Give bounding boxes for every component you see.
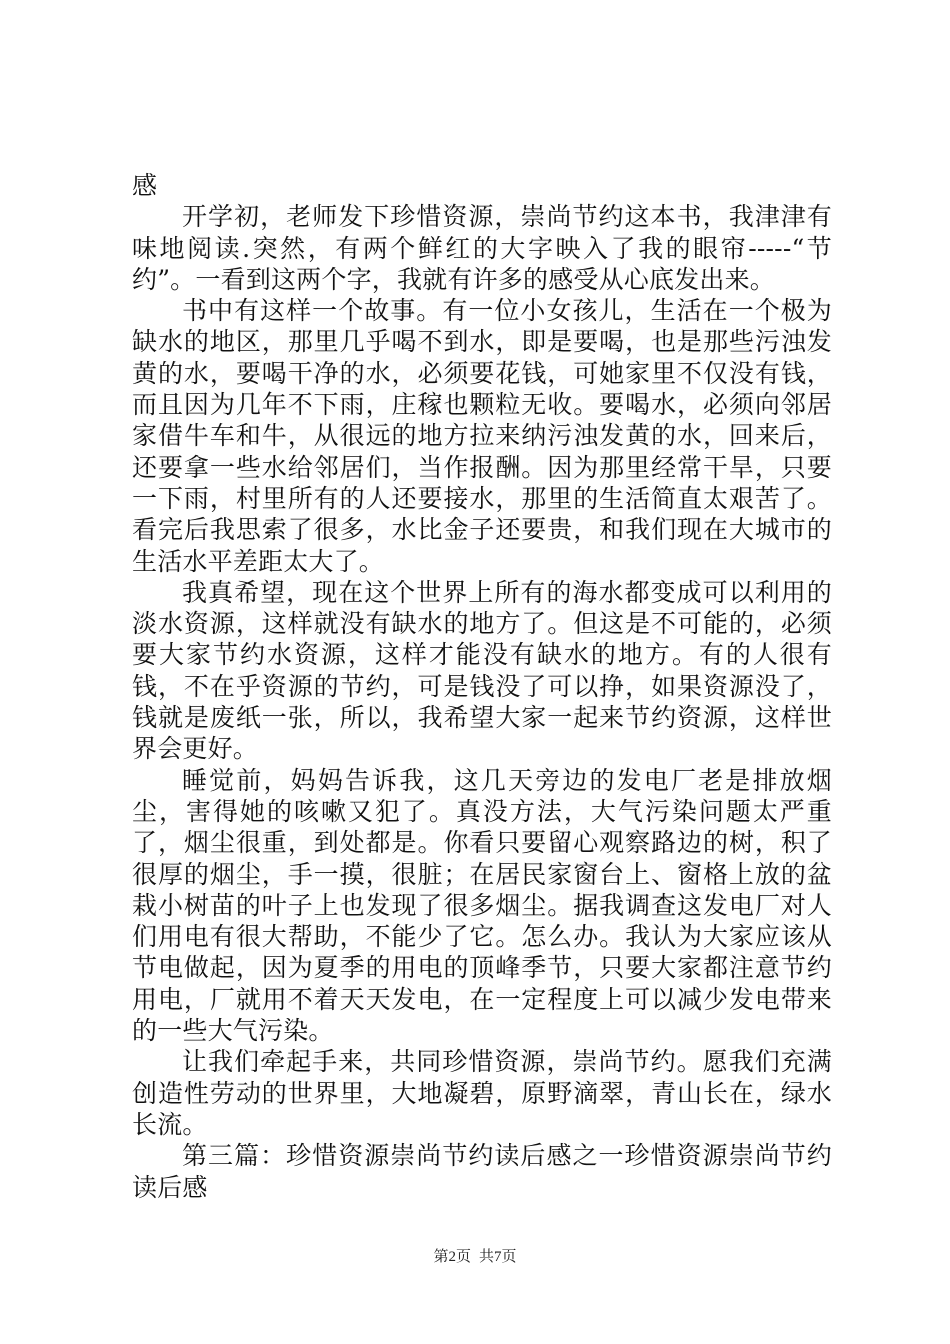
paragraph-next-heading: 第三篇：珍惜资源崇尚节约读后感之一珍惜资源崇尚节约读后感: [132, 1141, 832, 1202]
page-total: 共7页: [479, 1249, 517, 1265]
paragraph-story: 书中有这样一个故事。有一位小女孩儿，生活在一个极为缺水的地区，那里几乎喝不到水，即是要喝，也是那些污浊发黄的水，要喝干净的水，必须要花钱，可她家里不仅没有钱，而且因为几年不下雨，庄稼也颗粒无收。要喝水，必须向邻居家借牛车和牛，从很远的地方拉来纳污浊发黄的水，回来后，还要拿一些水给邻居们，当作报酬。因为那里经常干旱，只要一下雨，村里所有的人还要接水，那里的生活简直太艰苦了。看完后我思索了很多，水比金子还要贵，和我们现在大城市的生活水平差距太大了。: [132, 296, 832, 576]
paragraph-conclusion: 让我们牵起手来，共同珍惜资源，崇尚节约。愿我们充满创造性劳动的世界里，大地凝碧，原野滴翠，青山长在，绿水长流。: [132, 1047, 832, 1139]
page-footer: [0, 1245, 950, 1266]
paragraph-title-tail: 感: [132, 171, 158, 200]
page-number: 第2页: [433, 1249, 471, 1265]
paragraph-intro: 开学初，老师发下珍惜资源，崇尚节约这本书，我津津有味地阅读.突然，有两个鲜红的大字映入了我的眼帘-----“节约”。一看到这两个字，我就有许多的感受从心底发出来。: [132, 202, 832, 294]
paragraph-hope: 我真希望，现在这个世界上所有的海水都变成可以利用的淡水资源，这样就没有缺水的地方了。但这是不可能的，必须要大家节约水资源，这样才能没有缺水的地方。有的人很有钱，不在乎资源的节约，可是钱没了可以挣，如果资源没了，钱就是废纸一张，所以，我希望大家一起来节约资源，这样世界会更好。: [132, 577, 832, 764]
paragraph-pollution: 睡觉前，妈妈告诉我，这几天旁边的发电厂老是排放烟尘，害得她的咳嗽又犯了。真没方法，大气污染问题太严重了，烟尘很重，到处都是。你看只要留心观察路边的树，积了很厚的烟尘，手一摸，很脏；在居民家窗台上、窗格上放的盆栽小树苗的叶子上也发现了很多烟尘。据我调查这发电厂对人们用电有很大帮助，不能少了它。怎么办。我认为大家应该从节电做起，因为夏季的用电的顶峰季节，只要大家都注意节约用电，厂就用不着天天发电，在一定程度上可以减少发电带来的一些大气污染。: [132, 765, 832, 1046]
document-body: [132, 170, 832, 1203]
